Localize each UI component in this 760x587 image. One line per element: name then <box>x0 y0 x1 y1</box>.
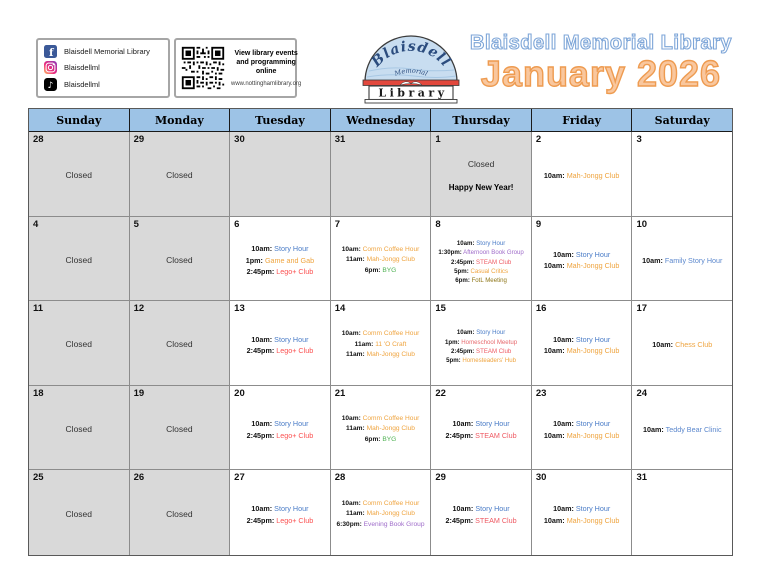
week-row <box>29 301 732 386</box>
event-entry <box>652 340 712 349</box>
calendar-cell <box>29 386 130 471</box>
event-name: Mah-Jongg Club <box>366 256 415 264</box>
event-time: 10am: <box>452 504 474 514</box>
calendar-cell <box>632 217 732 302</box>
event-time: 1pm: <box>245 255 263 265</box>
event-name: Story Hour <box>476 240 506 248</box>
instagram-handle: Blaisdellml <box>64 63 100 73</box>
calendar-cell <box>230 132 331 217</box>
event-time: 10am: <box>642 255 663 265</box>
date-number: 31 <box>636 472 648 484</box>
cell-body <box>534 483 630 554</box>
instagram-row <box>44 61 162 74</box>
event-name: Mah-Jongg Club <box>566 430 620 440</box>
event-time: 11am: <box>346 510 365 518</box>
event-time: 2:45pm: <box>246 430 275 440</box>
logo-arch-text: Blaisdell <box>368 38 454 71</box>
event-time: 10am: <box>341 499 361 507</box>
cell-body <box>132 230 228 300</box>
calendar-cell <box>331 386 432 471</box>
cell-body <box>31 483 127 554</box>
calendar-cell <box>29 301 130 386</box>
date-number: 6 <box>234 218 240 230</box>
event-name: Casual Critics <box>470 268 509 276</box>
cell-body <box>333 145 429 215</box>
event-name: Mah-Jongg Club <box>566 515 620 525</box>
calendar-cell <box>632 301 732 386</box>
cell-body <box>31 145 127 215</box>
event-name: BYG <box>382 435 397 443</box>
event-time: 6pm: <box>364 435 381 443</box>
event-time: 2:45pm: <box>246 345 275 355</box>
event-time: 11am: <box>354 340 374 348</box>
event-name: Lego+ Club <box>276 430 314 440</box>
event-name: Story Hour <box>274 504 309 514</box>
closed-label: Closed <box>65 254 93 265</box>
event-name: Mah-Jongg Club <box>366 425 415 433</box>
date-number: 27 <box>234 472 245 484</box>
event-entry <box>246 256 314 265</box>
event-time: 2:45pm: <box>246 267 275 277</box>
cell-body <box>534 145 630 215</box>
event-name: Story Hour <box>575 419 611 429</box>
qr-code <box>180 45 226 91</box>
event-time: 10am: <box>456 329 475 337</box>
calendar-cell <box>29 217 130 302</box>
event-entry <box>355 341 407 350</box>
event-entry <box>553 250 610 259</box>
calendar-cell <box>532 132 633 217</box>
calendar-cell <box>230 470 331 555</box>
date-number: 30 <box>234 134 245 145</box>
date-number: 25 <box>33 472 44 484</box>
date-number: 17 <box>636 303 648 315</box>
event-name: Story Hour <box>475 504 510 514</box>
calendar-cell <box>130 132 231 217</box>
instagram-icon <box>44 61 57 74</box>
qr-box <box>174 38 302 98</box>
event-entry <box>247 516 314 525</box>
cell-body <box>333 314 429 384</box>
event-name: Story Hour <box>476 329 506 337</box>
event-entry <box>544 171 620 180</box>
event-time: 2:45pm: <box>450 258 475 266</box>
event-name: Afternoon Book Group <box>463 249 524 257</box>
event-entry <box>251 504 308 513</box>
event-entry <box>643 425 722 434</box>
event-entry <box>438 249 523 256</box>
event-time: 6pm: <box>364 266 381 274</box>
calendar-cell <box>532 386 633 471</box>
event-entry <box>553 504 610 513</box>
date-number: 18 <box>33 387 44 399</box>
event-time: 2:45pm: <box>450 347 475 355</box>
calendar-cell <box>431 132 532 217</box>
event-name: Lego+ Club <box>276 515 314 525</box>
date-number: 5 <box>133 218 139 230</box>
cell-body <box>333 399 429 469</box>
calendar-cell <box>431 217 532 302</box>
cell-body <box>232 399 328 469</box>
week-row <box>29 386 732 471</box>
calendar-cell <box>331 132 432 217</box>
event-time: 5pm: <box>446 357 461 365</box>
calendar-cell <box>230 217 331 302</box>
event-entry <box>247 346 314 355</box>
cell-body <box>333 230 429 300</box>
closed-label: Closed <box>467 158 495 169</box>
closed-label: Closed <box>166 509 193 520</box>
date-number: 10 <box>636 218 648 230</box>
date-number: 4 <box>33 218 39 230</box>
library-url: www.nottinghamlibrary.org <box>231 81 302 88</box>
calendar-cell <box>532 470 633 555</box>
event-name: BYG <box>382 266 397 274</box>
day-header: Saturday <box>654 113 710 127</box>
event-name: STEAM Club <box>475 515 517 525</box>
cell-body <box>31 314 127 384</box>
event-name: Story Hour <box>575 334 611 344</box>
cell-body <box>232 145 328 215</box>
event-entry <box>642 256 722 265</box>
tiktok-icon <box>44 78 57 91</box>
event-time: 10am: <box>452 419 474 429</box>
event-name: STEAM Club <box>476 347 512 355</box>
date-number: 30 <box>535 472 547 484</box>
event-entry <box>457 329 505 336</box>
day-header: Friday <box>532 109 633 131</box>
event-entry <box>454 268 508 275</box>
date-number: 28 <box>33 134 44 145</box>
calendar-cell <box>230 301 331 386</box>
closed-label: Closed <box>65 509 93 520</box>
calendar-cell <box>431 470 532 555</box>
date-number: 16 <box>535 303 547 315</box>
event-name: Story Hour <box>475 419 510 429</box>
qr-caption: View library events and programming online <box>234 49 298 76</box>
event-name: 11 'O Craft <box>375 340 407 348</box>
event-time: 10am: <box>543 261 565 271</box>
event-entry <box>346 351 415 360</box>
event-entry <box>451 259 511 266</box>
cell-body <box>634 314 730 384</box>
cell-body <box>433 230 529 300</box>
event-name: Family Story Hour <box>664 255 723 265</box>
calendar-cell <box>632 386 732 471</box>
calendar-cell <box>130 217 231 302</box>
event-entry <box>346 256 415 265</box>
cell-body <box>433 314 529 384</box>
event-time: 10am: <box>341 245 361 253</box>
event-time: 10am: <box>251 334 273 344</box>
event-entry <box>453 504 510 513</box>
closed-label: Closed <box>166 424 193 435</box>
event-entry <box>445 339 517 346</box>
event-entry <box>365 436 397 445</box>
logo-banner-text: Library <box>378 86 448 100</box>
calendar-cell <box>331 301 432 386</box>
cell-body <box>31 230 127 300</box>
cell-body <box>634 483 730 554</box>
date-number: 11 <box>33 303 44 315</box>
event-name: Game and Gab <box>264 255 315 265</box>
cell-body <box>433 145 529 215</box>
event-entry <box>455 277 507 284</box>
event-entry <box>251 335 308 344</box>
day-header: Sunday <box>29 109 130 131</box>
event-time: 10am: <box>543 515 565 525</box>
calendar-grid <box>28 108 733 556</box>
day-header: Thursday <box>431 109 532 131</box>
date-number: 9 <box>535 218 542 230</box>
event-time: 10am: <box>251 244 273 254</box>
event-time: 1pm: <box>445 338 460 346</box>
event-name: Chess Club <box>675 340 713 350</box>
date-number: 14 <box>334 303 346 315</box>
cell-body <box>534 314 630 384</box>
calendar-cell <box>331 217 432 302</box>
event-name: Mah-Jongg Club <box>366 510 415 518</box>
calendar-cell <box>532 301 633 386</box>
cell-body <box>132 145 228 215</box>
calendar-cell <box>230 386 331 471</box>
event-entry <box>346 510 415 519</box>
date-number: 20 <box>234 387 245 399</box>
event-entry <box>453 419 510 428</box>
day-header: Wednesday <box>331 109 432 131</box>
tiktok-handle: Blaisdellml <box>64 80 100 90</box>
library-logo <box>356 25 466 105</box>
event-time: 10am: <box>652 340 674 350</box>
cell-body <box>232 314 328 384</box>
event-entry <box>544 516 620 525</box>
event-name: STEAM Club <box>475 430 517 440</box>
date-number: 21 <box>334 387 346 399</box>
event-name: Mah-Jongg Club <box>566 261 620 271</box>
month-title: January 2026 <box>480 53 722 94</box>
event-time: 11am: <box>346 256 365 264</box>
event-entry <box>342 415 420 424</box>
event-time: 10am: <box>543 345 565 355</box>
qr-text <box>231 49 301 87</box>
date-number: 28 <box>334 472 346 484</box>
calendar-cell <box>632 470 732 555</box>
event-time: 10am: <box>553 250 574 260</box>
facebook-row <box>44 45 162 58</box>
cell-body <box>634 230 730 300</box>
event-name: Homesteaders' Hub <box>462 357 517 365</box>
holiday-note: Happy New Year! <box>448 182 514 192</box>
cell-body <box>333 483 429 554</box>
event-time: 6pm: <box>455 277 470 285</box>
date-number: 3 <box>636 134 642 145</box>
cell-body <box>132 483 228 554</box>
event-time: 10am: <box>543 430 565 440</box>
closed-label: Closed <box>166 339 193 350</box>
closed-label: Closed <box>65 339 93 350</box>
event-name: Mah-Jongg Club <box>566 345 620 355</box>
closed-label: Closed <box>65 170 93 181</box>
day-header-row <box>29 109 732 132</box>
svg-text:♪: ♪ <box>47 81 54 92</box>
date-number: 22 <box>435 387 446 399</box>
event-name: FotL Meeting <box>471 277 507 285</box>
event-name: Story Hour <box>274 334 309 344</box>
event-entry <box>544 346 620 355</box>
event-name: Comm Coffee Hour <box>362 245 420 253</box>
cell-body <box>132 399 228 469</box>
event-name: Story Hour <box>575 250 611 260</box>
event-entry <box>342 500 420 509</box>
event-entry <box>446 516 517 525</box>
calendar-cell <box>632 132 732 217</box>
cell-body <box>433 483 529 554</box>
date-number: 26 <box>133 472 145 484</box>
calendar-cell <box>130 470 231 555</box>
event-name: Story Hour <box>274 244 309 254</box>
event-name: Mah-Jongg Club <box>366 351 415 359</box>
event-entry <box>446 431 517 440</box>
cell-body <box>634 399 730 469</box>
closed-label: Closed <box>65 424 93 435</box>
event-name: Teddy Bear Clinic <box>665 424 722 434</box>
calendar-cell <box>331 470 432 555</box>
event-entry <box>342 246 420 255</box>
calendar-cell <box>431 386 532 471</box>
cell-body <box>232 230 328 300</box>
event-entry <box>457 240 505 247</box>
event-time: 2:45pm: <box>445 430 474 440</box>
event-time: 10am: <box>553 419 574 429</box>
date-number: 8 <box>435 218 441 230</box>
date-number: 7 <box>334 218 341 230</box>
cell-body <box>534 230 630 300</box>
event-entry <box>365 267 397 276</box>
event-entry <box>544 431 620 440</box>
week-row <box>29 217 732 302</box>
event-entry <box>251 419 308 428</box>
event-entry <box>553 335 610 344</box>
event-time: 10am: <box>553 504 574 514</box>
event-entry <box>247 267 314 276</box>
event-name: Comm Coffee Hour <box>362 499 420 507</box>
event-name: Lego+ Club <box>276 345 314 355</box>
svg-text:f: f <box>49 46 54 58</box>
cell-body <box>232 483 328 554</box>
logo-mid-text: Memorial <box>393 66 429 78</box>
cell-body <box>534 399 630 469</box>
closed-label: Closed <box>166 170 193 181</box>
week-row <box>29 470 732 555</box>
closed-label: Closed <box>166 254 193 265</box>
cell-body <box>31 399 127 469</box>
event-time: 10am: <box>553 334 574 344</box>
event-time: 5pm: <box>454 268 469 276</box>
event-time: 10am: <box>543 171 565 181</box>
day-header: Monday <box>130 109 231 131</box>
facebook-icon <box>44 45 57 58</box>
date-number: 23 <box>535 387 547 399</box>
facebook-handle: Blaisdell Memorial Library <box>64 46 150 56</box>
event-time: 10am: <box>456 240 475 248</box>
event-name: Homeschool Meetup <box>461 338 518 346</box>
date-number: 15 <box>435 303 446 315</box>
event-name: Lego+ Club <box>276 267 314 277</box>
event-name: STEAM Club <box>476 258 512 266</box>
event-entry <box>544 261 620 270</box>
social-media-box <box>36 38 170 98</box>
event-time: 6:30pm: <box>336 520 362 528</box>
event-entry <box>446 357 516 364</box>
event-time: 11am: <box>346 425 365 433</box>
event-time: 2:45pm: <box>246 515 275 525</box>
event-name: Story Hour <box>575 504 611 514</box>
date-number: 12 <box>133 303 145 315</box>
event-time: 10am: <box>251 419 273 429</box>
event-time: 10am: <box>341 330 361 338</box>
calendar-cell <box>29 132 130 217</box>
cell-body <box>132 314 228 384</box>
date-number: 13 <box>234 303 245 315</box>
cell-body <box>433 399 529 469</box>
date-number: 24 <box>636 387 648 399</box>
event-name: Mah-Jongg Club <box>566 171 620 181</box>
calendar-cell <box>532 217 633 302</box>
event-time: 11am: <box>346 351 365 359</box>
day-header: Tuesday <box>230 109 331 131</box>
date-number: 31 <box>334 134 346 145</box>
library-title: Blaisdell Memorial Library <box>470 32 732 54</box>
date-number: 2 <box>535 134 542 145</box>
event-entry <box>247 431 314 440</box>
event-time: 1:30pm: <box>438 249 462 257</box>
event-name: Comm Coffee Hour <box>362 330 420 338</box>
event-time: 10am: <box>642 424 664 434</box>
calendar-cell <box>431 301 532 386</box>
event-time: 2:45pm: <box>445 515 474 525</box>
date-number: 1 <box>435 134 441 145</box>
event-name: Story Hour <box>274 419 309 429</box>
event-entry <box>553 419 610 428</box>
event-name: Evening Book Group <box>363 520 425 528</box>
tiktok-row <box>44 78 162 91</box>
event-entry <box>346 425 415 434</box>
date-number: 29 <box>133 134 145 145</box>
calendar-cell <box>130 386 231 471</box>
calendar-cell <box>130 301 231 386</box>
event-entry <box>451 348 511 355</box>
event-time: 10am: <box>341 414 361 422</box>
cell-body <box>634 145 730 215</box>
calendar-cell <box>29 470 130 555</box>
event-name: Comm Coffee Hour <box>362 414 420 422</box>
week-row <box>29 132 732 217</box>
event-time: 10am: <box>251 504 273 514</box>
event-entry <box>337 521 425 530</box>
date-number: 19 <box>133 387 145 399</box>
page-header <box>462 32 740 93</box>
event-entry <box>342 330 420 339</box>
date-number: 29 <box>435 472 446 484</box>
event-entry <box>251 244 308 253</box>
